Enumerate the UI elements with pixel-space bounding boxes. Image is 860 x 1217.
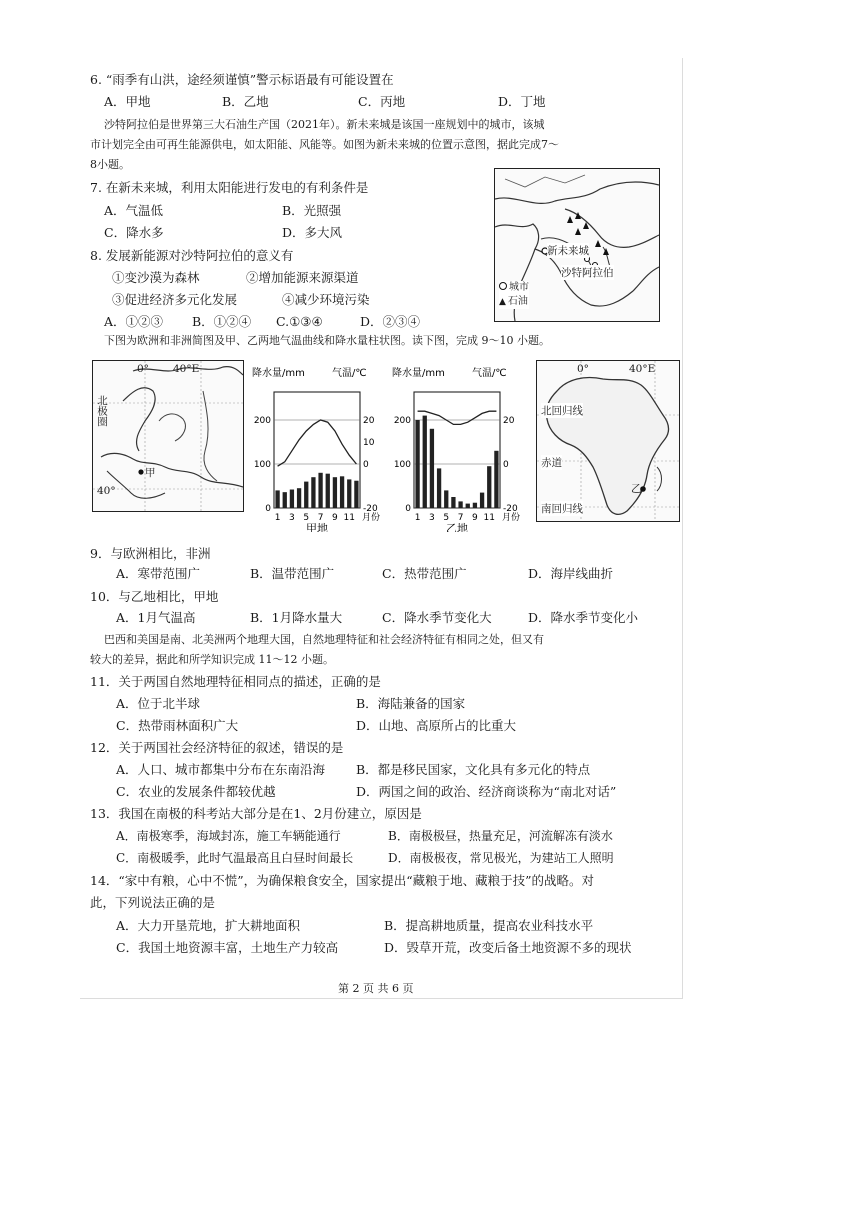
q6-stem: 6. “雨季有山洪，途经须谨慎”警示标语最有可能设置在	[90, 72, 394, 87]
climate-chart-jia-svg	[250, 362, 390, 532]
q11-option-b: B．海陆兼备的国家	[356, 696, 466, 711]
precip-bar	[444, 490, 448, 508]
month-unit-label: 月份	[362, 513, 381, 523]
q11-option-d: D．山地、高原所占的比重大	[356, 718, 517, 733]
q9-option-c: C．热带范围广	[382, 566, 467, 581]
month-tick-label: 5	[303, 513, 310, 523]
precip-tick-label: 0	[405, 504, 411, 514]
precip-tick-label: 100	[393, 460, 411, 470]
precip-bar	[340, 476, 344, 508]
temp-curve	[278, 420, 357, 466]
africa-map	[536, 360, 680, 522]
precip-tick-label: 100	[253, 460, 271, 470]
africa-map-drawing	[537, 361, 679, 521]
tropic-of-capricorn-label: 南回归线	[541, 503, 583, 515]
europe-lat40-label: 40°	[97, 485, 116, 497]
page-number-footer: 第 2 页 共 6 页	[338, 982, 414, 995]
q10-option-c: C．降水季节变化大	[382, 610, 492, 625]
month-tick-label: 7	[317, 513, 324, 523]
precip-bar	[304, 482, 308, 508]
month-tick-label: 3	[429, 513, 435, 523]
q7-stem: 7. 在新未来城，利用太阳能进行发电的有利条件是	[90, 180, 369, 195]
precip-bar	[333, 477, 337, 508]
q10-option-a: A．1月气温高	[116, 610, 196, 625]
precip-bar	[430, 429, 434, 508]
precip-bar	[354, 481, 358, 508]
month-tick-label: 5	[443, 513, 450, 523]
tropic-of-cancer-label: 北回归线	[541, 405, 583, 417]
precip-tick-label: 200	[393, 416, 411, 426]
q13-option-d: D．南极极夜，常见极光，为建站工人照明	[388, 851, 614, 865]
intro-7-8-line2: 市计划完全由可再生能源供电，如太阳能、风能等。如图为新未来城的位置示意图，据此完成7～	[90, 138, 559, 151]
europe-lon40-label: 40°E	[173, 363, 200, 375]
q8-item-1: ①变沙漠为森林	[112, 270, 200, 285]
precip-bar	[318, 473, 322, 508]
precip-axis-label: 降水量/mm	[252, 368, 305, 379]
chart-title: 甲地	[306, 522, 328, 532]
intro-11-12-line1: 巴西和美国是南、北美洲两个地理大国，自然地理特征和社会经济特征有相同之处，但又有	[104, 633, 544, 646]
month-tick-label: 1	[274, 513, 281, 523]
africa-lon40-label: 40°E	[629, 363, 656, 375]
temp-tick-label: 10	[363, 438, 375, 448]
q9-option-a: A．寒带范围广	[116, 566, 201, 581]
saudi-map-legend	[499, 281, 529, 309]
temp-curve	[418, 411, 497, 424]
legend-city-label: 城市	[509, 282, 529, 293]
q8-option-d: D．②③④	[360, 314, 421, 329]
q8-stem: 8. 发展新能源对沙特阿拉伯的意义有	[90, 248, 294, 263]
temp-tick-label: 0	[503, 460, 509, 470]
place-jia-marker	[138, 469, 143, 474]
precip-bar	[487, 466, 491, 508]
climate-chart-yi	[390, 362, 530, 532]
q8-item-4: ④减少环境污染	[282, 292, 370, 307]
precip-bar	[311, 477, 315, 508]
precip-bar	[290, 490, 294, 508]
temp-tick-label: 20	[503, 416, 515, 426]
chart-title: 乙地	[446, 522, 468, 532]
q7-option-c: C．降水多	[104, 225, 164, 240]
europe-lon0-label: 0°	[137, 363, 149, 375]
month-unit-label: 月份	[502, 513, 521, 523]
q12-option-a: A．人口、城市都集中分布在东南沿海	[116, 762, 326, 777]
precip-bar	[480, 493, 484, 508]
intro-7-8-line1: 沙特阿拉伯是世界第三大石油生产国（2021年）。新未来城是该国一座规划中的城市，该城	[104, 118, 545, 131]
q8-option-a: A．①②③	[104, 314, 164, 329]
legend-oil-label: 石油	[507, 296, 528, 307]
europe-map	[92, 360, 244, 512]
q10-stem: 10．与乙地相比，甲地	[90, 589, 219, 604]
q14-stem-line1: 14．“家中有粮，心中不慌”，为确保粮食安全，国家提出“藏粮于地、藏粮于技”的战略。对	[90, 873, 594, 888]
precip-bar	[458, 501, 462, 508]
arctic-circle-label: 北极圈	[96, 395, 108, 427]
climate-chart-yi-svg	[390, 362, 530, 532]
q12-option-d: D．两国之间的政治、经济商谈称为“南北对话”	[356, 784, 617, 799]
temp-axis-label: 气温/℃	[332, 368, 367, 379]
q7-option-a: A．气温低	[104, 203, 164, 218]
precip-bar	[275, 490, 279, 508]
intro-7-8-line3: 8小题。	[90, 158, 130, 171]
equator-label: 赤道	[541, 457, 562, 469]
precip-bar	[297, 488, 301, 508]
precip-bar	[347, 479, 351, 508]
q8-option-c: C.①③④	[276, 314, 323, 329]
precip-tick-label: 0	[265, 504, 271, 514]
q7-option-d: D．多大风	[282, 225, 343, 240]
temp-axis-label: 气温/℃	[472, 368, 507, 379]
africa-lon0-label: 0°	[577, 363, 589, 375]
q9-option-d: D．海岸线曲折	[528, 566, 614, 581]
intro-9-10: 下图为欧洲和非洲简图及甲、乙两地气温曲线和降水量柱状图。读下图，完成 9～10 小题。	[104, 334, 550, 347]
intro-11-12-line2: 较大的差异，据此和所学知识完成 11～12 小题。	[90, 653, 334, 666]
temp-tick-label: 0	[363, 460, 369, 470]
precip-bar	[415, 420, 419, 508]
month-tick-label: 11	[483, 513, 495, 523]
q9-option-b: B．温带范围广	[250, 566, 335, 581]
q11-option-c: C．热带雨林面积广大	[116, 718, 239, 733]
q8-option-b: B．①②④	[192, 314, 252, 329]
q14-option-a: A．大力开垦荒地，扩大耕地面积	[116, 918, 301, 933]
month-tick-label: 7	[457, 513, 464, 523]
q14-option-d: D．毁草开荒，改变后备土地资源不多的现状	[384, 940, 632, 955]
q13-option-c: C．南极暖季，此时气温最高且白昼时间最长	[116, 851, 354, 865]
temp-tick-label: 20	[363, 416, 375, 426]
q10-option-b: B．1月降水量大	[250, 610, 343, 625]
precip-tick-label: 200	[253, 416, 271, 426]
legend-city-symbol	[499, 282, 507, 290]
precip-bar	[466, 504, 470, 508]
q12-stem: 12．关于两国社会经济特征的叙述，错误的是	[90, 740, 344, 755]
saudi-arabia-label: 沙特阿拉伯	[561, 267, 614, 279]
q6-option-d: D．丁地	[498, 94, 546, 109]
precip-bar	[423, 416, 427, 508]
month-tick-label: 9	[472, 513, 478, 523]
q14-stem-line2: 此，下列说法正确的是	[90, 895, 216, 910]
q7-option-b: B．光照强	[282, 203, 342, 218]
q6-option-a: A．甲地	[104, 94, 151, 109]
q11-option-a: A．位于北半球	[116, 696, 201, 711]
precip-bar	[473, 503, 477, 508]
q6-option-b: B．乙地	[222, 94, 269, 109]
q12-option-c: C．农业的发展条件都较优越	[116, 784, 276, 799]
place-yi-label: 乙	[631, 483, 642, 495]
new-future-city-label: 新未来城	[547, 245, 589, 257]
q13-option-a: A．南极寒季，海域封冻，施工车辆能通行	[116, 829, 341, 843]
q13-option-b: B．南极极昼，热量充足，河流解冻有淡水	[388, 829, 613, 843]
q8-item-3: ③促进经济多元化发展	[112, 292, 238, 307]
precip-bar	[283, 492, 287, 508]
q10-option-d: D．降水季节变化小	[528, 610, 639, 625]
q13-stem: 13．我国在南极的科考站大部分是在1、2月份建立，原因是	[90, 806, 422, 821]
precip-axis-label: 降水量/mm	[392, 368, 445, 379]
legend-oil-symbol: ▲	[499, 297, 506, 307]
q11-stem: 11．关于两国自然地理特征相同点的描述，正确的是	[90, 674, 381, 689]
precip-bar	[494, 451, 498, 508]
q9-stem: 9．与欧洲相比，非洲	[90, 546, 211, 561]
q14-option-c: C．我国土地资源丰富，土地生产力较高	[116, 940, 339, 955]
precip-bar	[326, 474, 330, 508]
month-tick-label: 1	[414, 513, 421, 523]
q14-option-b: B．提高耕地质量，提高农业科技水平	[384, 918, 594, 933]
q6-option-c: C．丙地	[358, 94, 406, 109]
climate-chart-jia	[250, 362, 390, 532]
month-tick-label: 9	[332, 513, 338, 523]
q8-item-2: ②增加能源来源渠道	[246, 270, 359, 285]
temp-tick-label: -20	[503, 504, 518, 514]
precip-bar	[451, 497, 455, 508]
saudi-location-map	[494, 168, 660, 322]
month-tick-label: 3	[289, 513, 295, 523]
temp-tick-label: -20	[363, 504, 378, 514]
q12-option-b: B．都是移民国家，文化具有多元化的特点	[356, 762, 591, 777]
place-jia-label: 甲	[145, 467, 156, 479]
month-tick-label: 11	[343, 513, 355, 523]
precip-bar	[437, 468, 441, 508]
